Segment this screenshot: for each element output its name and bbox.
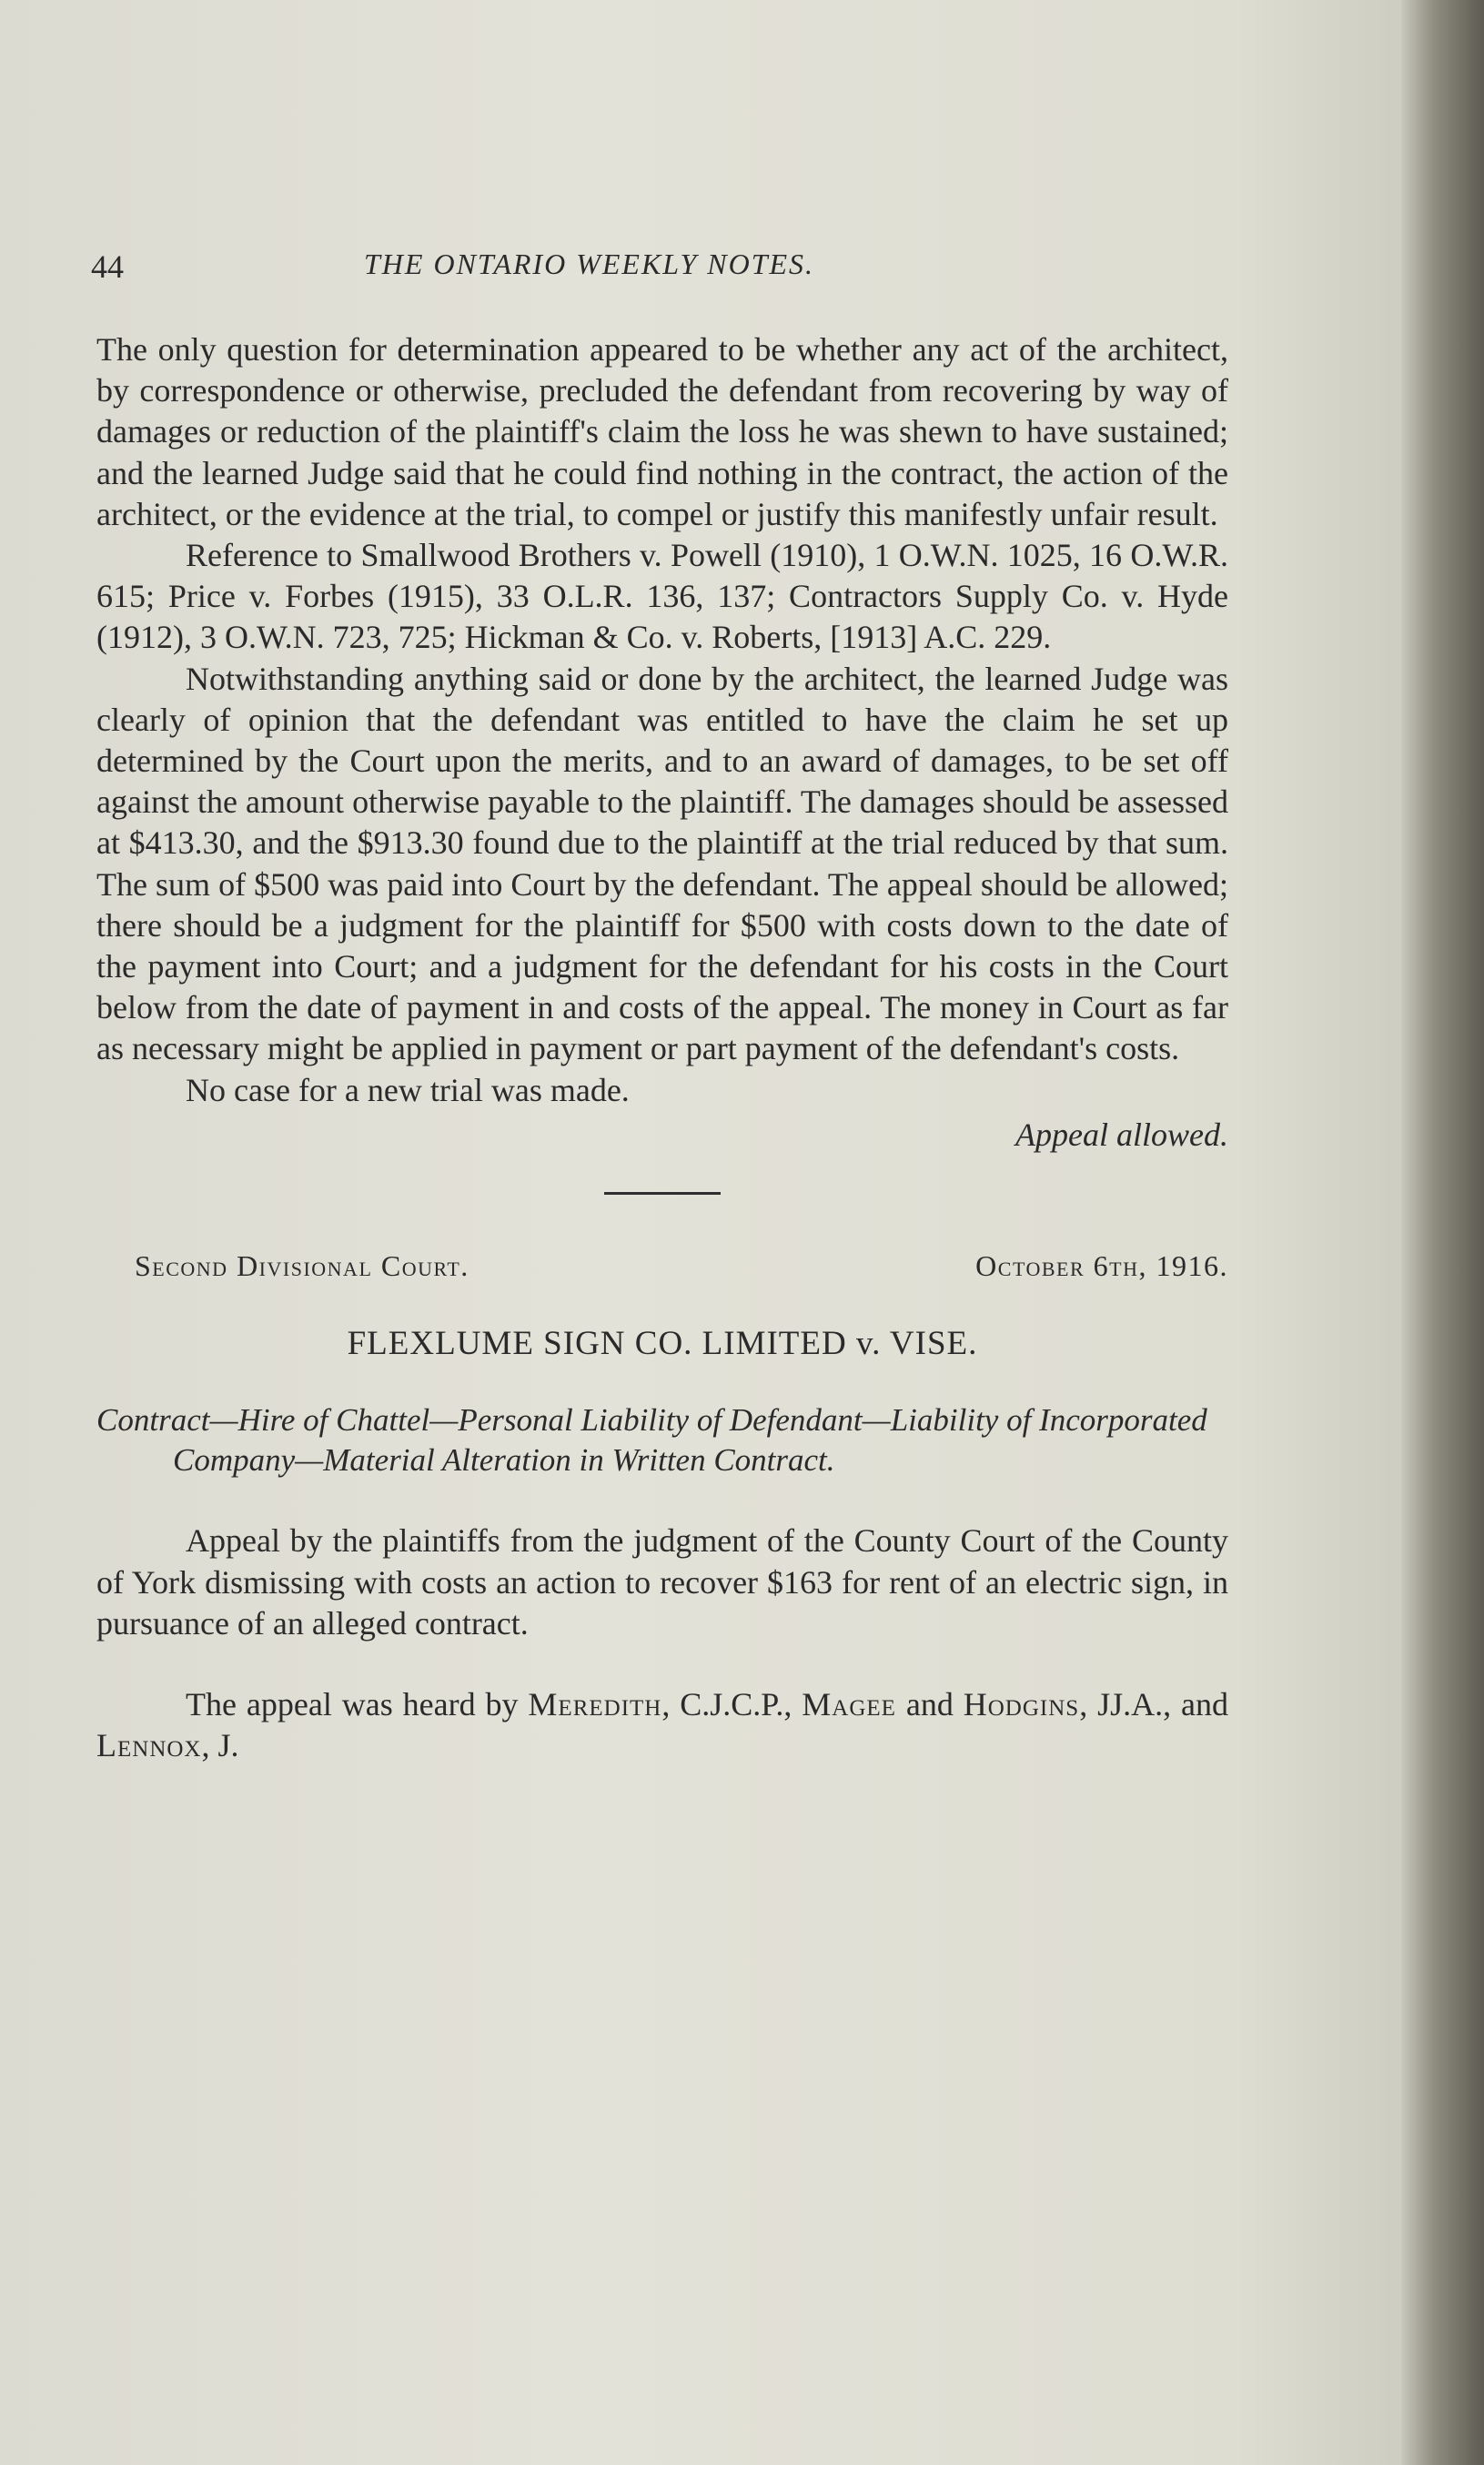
appeal-paragraph: Appeal by the plaintiffs from the judgment of the County Court of the County of York dismissing with costs an action to recover $163 for rent of an electric sign, in pursuance of an alleged contract.	[96, 1522, 1228, 1642]
paragraph-3: Notwithstanding anything said or done by the architect, the learned Judge was clearly of opinion that the defendant was entitled to have the claim he set up determined by the Court upon the merits, and to an award of damages, to be set off against the amount otherwise payable to the plaintiff. The damages should be assessed at $413.30, and the $913.30 found due to the plaintiff at the trial reduced by that sum. The sum of $500 was paid into Court by the defendant. The appeal should be allowed; there should be a judgment for the plaintiff for $500 with costs down to the date of the payment into Court; and a judgment for the defendant for his costs in the Court below from the date of payment in and costs of the appeal. The money in Court as far as necessary might be applied in payment or part payment of the defendant's costs.	[96, 660, 1228, 1067]
heard-paragraph	[96, 1684, 1228, 1766]
paragraph-1: The only question for determination appeared to be whether any act of the architect, by correspondence or otherwise, precluded the defendant from recovering by way of damages or reduction of the plaintiff's claim the loss he was shewn to have sustained; and the learned Judge said that he could find nothing in the contract, the action of the architect, or the evidence at the trial, to compel or justify this manifestly unfair result.	[96, 331, 1228, 532]
judge-magee: Magee	[802, 1686, 896, 1723]
and-connector: and	[895, 1686, 964, 1723]
case-title: FLEXLUME SIGN CO. LIMITED v. VISE.	[347, 1325, 978, 1363]
paragraph-2: Reference to Smallwood Brothers v. Powell (1910), 1 O.W.N. 1025, 16 O.W.R. 615; Price v. Forbes (1915), 33 O.L.R. 136, 137; Contractors Supply Co. v. Hyde (1912), 3 O.W.N. 723, 725; Hickman & Co. v. Roberts, [1913] A.C. 229.	[96, 537, 1228, 656]
judge-meredith: Meredith	[528, 1686, 662, 1723]
paragraph-4: No case for a new trial was made.	[186, 1071, 630, 1108]
section-divider	[604, 1192, 721, 1195]
heard-intro: The appeal was heard by	[186, 1686, 519, 1723]
court-line	[96, 1246, 1228, 1287]
headnote: Contract—Hire of Chattel—Personal Liability of Defendant—Liability of Incorporated Company—Material Alteration in Written Contract.	[96, 1402, 1207, 1479]
page-header	[91, 248, 1210, 293]
book-spine-edge	[1401, 0, 1484, 2465]
judge-1-suffix: , C.J.C.P.,	[661, 1686, 792, 1723]
judge-3-suffix: , JJ.A., and	[1079, 1686, 1229, 1723]
judge-hodgins: Hodgins	[963, 1686, 1080, 1723]
running-title: THE ONTARIO WEEKLY NOTES.	[364, 248, 815, 280]
verdict: Appeal allowed.	[1015, 1116, 1228, 1153]
page-body	[96, 329, 1228, 1766]
page-number: 44	[91, 248, 124, 285]
court-name: Second Divisional Court.	[135, 1249, 469, 1283]
judge-lennox: Lennox	[96, 1727, 202, 1764]
decision-date: October 6th, 1916.	[975, 1249, 1228, 1283]
judge-4-suffix: , J.	[201, 1727, 239, 1764]
